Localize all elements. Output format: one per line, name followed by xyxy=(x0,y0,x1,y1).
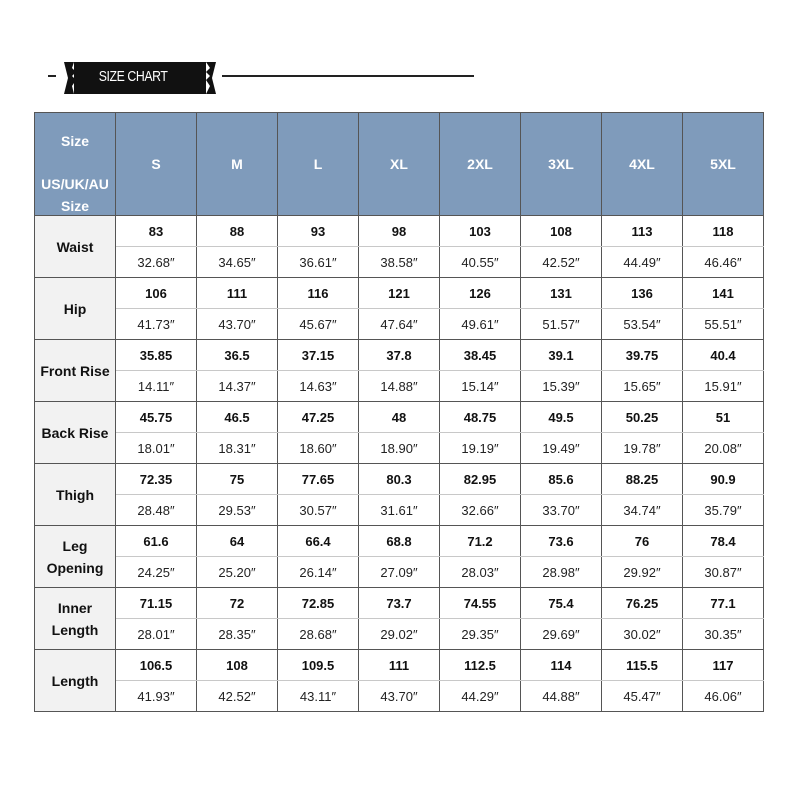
inch-value-cell: 42.52″ xyxy=(521,247,602,278)
inch-value-cell: 47.64″ xyxy=(359,309,440,340)
measurement-row-inch xyxy=(35,495,764,526)
inch-value-cell: 18.01″ xyxy=(116,433,197,464)
measurement-label-line: Hip xyxy=(63,300,87,317)
cm-value-cell: 38.45 xyxy=(440,340,521,371)
cm-value-cell: 115.5 xyxy=(602,650,683,681)
size-header: XL xyxy=(359,113,440,216)
cm-value-cell: 40.4 xyxy=(683,340,764,371)
cm-value-cell: 93 xyxy=(278,216,359,247)
size-header: 5XL xyxy=(683,113,764,216)
inch-value-cell: 14.37″ xyxy=(197,371,278,402)
corner-region-line1: US/UK/AU xyxy=(41,176,109,192)
cm-value-cell: 75 xyxy=(197,464,278,495)
measurement-label xyxy=(35,526,116,588)
cm-value-cell: 113 xyxy=(602,216,683,247)
cm-value-cell: 109.5 xyxy=(278,650,359,681)
measurement-row-inch xyxy=(35,309,764,340)
measurement-label xyxy=(35,278,116,340)
size-header: 3XL xyxy=(521,113,602,216)
cm-value-cell: 74.55 xyxy=(440,588,521,619)
inch-value-cell: 35.79″ xyxy=(683,495,764,526)
cm-value-cell: 83 xyxy=(116,216,197,247)
inch-value-cell: 43.70″ xyxy=(359,681,440,712)
cm-value-cell: 46.5 xyxy=(197,402,278,433)
inch-value-cell: 33.70″ xyxy=(521,495,602,526)
cm-value-cell: 36.5 xyxy=(197,340,278,371)
inch-value-cell: 30.87″ xyxy=(683,557,764,588)
cm-value-cell: 131 xyxy=(521,278,602,309)
inch-value-cell: 45.67″ xyxy=(278,309,359,340)
cm-value-cell: 75.4 xyxy=(521,588,602,619)
cm-value-cell: 68.8 xyxy=(359,526,440,557)
inch-value-cell: 41.93″ xyxy=(116,681,197,712)
inch-value-cell: 30.57″ xyxy=(278,495,359,526)
inch-value-cell: 29.35″ xyxy=(440,619,521,650)
measurement-row-inch xyxy=(35,557,764,588)
measurement-label-line: Front Rise xyxy=(40,362,110,379)
measurement-label xyxy=(35,402,116,464)
measurement-row-back-rise xyxy=(35,402,764,433)
cm-value-cell: 73.6 xyxy=(521,526,602,557)
cm-value-cell: 141 xyxy=(683,278,764,309)
inch-value-cell: 49.61″ xyxy=(440,309,521,340)
inch-value-cell: 32.68″ xyxy=(116,247,197,278)
inch-value-cell: 38.58″ xyxy=(359,247,440,278)
cm-value-cell: 73.7 xyxy=(359,588,440,619)
measurement-label-line: Length xyxy=(51,672,99,689)
cm-value-cell: 49.5 xyxy=(521,402,602,433)
cm-value-cell: 121 xyxy=(359,278,440,309)
measurement-row-thigh xyxy=(35,464,764,495)
measurement-label xyxy=(35,650,116,712)
cm-value-cell: 88.25 xyxy=(602,464,683,495)
cm-value-cell: 35.85 xyxy=(116,340,197,371)
cm-value-cell: 64 xyxy=(197,526,278,557)
measurement-row-waist xyxy=(35,216,764,247)
measurement-label-line: Leg xyxy=(62,537,88,554)
measurement-label-line: Length xyxy=(51,621,99,638)
cm-value-cell: 37.15 xyxy=(278,340,359,371)
inch-value-cell: 29.53″ xyxy=(197,495,278,526)
cm-value-cell: 72.85 xyxy=(278,588,359,619)
measurement-label-line: Opening xyxy=(46,559,104,576)
inch-value-cell: 28.35″ xyxy=(197,619,278,650)
inch-value-cell: 44.88″ xyxy=(521,681,602,712)
inch-value-cell: 14.63″ xyxy=(278,371,359,402)
banner-title: SIZE CHART xyxy=(98,68,168,85)
banner-rule xyxy=(222,75,474,77)
inch-value-cell: 44.29″ xyxy=(440,681,521,712)
cm-value-cell: 77.65 xyxy=(278,464,359,495)
inch-value-cell: 18.90″ xyxy=(359,433,440,464)
inch-value-cell: 28.03″ xyxy=(440,557,521,588)
size-header: 4XL xyxy=(602,113,683,216)
inch-value-cell: 36.61″ xyxy=(278,247,359,278)
measurement-row-length xyxy=(35,650,764,681)
size-header: M xyxy=(197,113,278,216)
inch-value-cell: 34.65″ xyxy=(197,247,278,278)
measurement-label-line: Inner xyxy=(57,599,93,616)
inch-value-cell: 15.91″ xyxy=(683,371,764,402)
cm-value-cell: 47.25 xyxy=(278,402,359,433)
inch-value-cell: 24.25″ xyxy=(116,557,197,588)
measurement-row-inch xyxy=(35,619,764,650)
inch-value-cell: 34.74″ xyxy=(602,495,683,526)
inch-value-cell: 19.49″ xyxy=(521,433,602,464)
cm-value-cell: 72 xyxy=(197,588,278,619)
measurement-rows xyxy=(35,216,764,712)
cm-value-cell: 71.15 xyxy=(116,588,197,619)
inch-value-cell: 43.11″ xyxy=(278,681,359,712)
measurement-label xyxy=(35,464,116,526)
cm-value-cell: 111 xyxy=(359,650,440,681)
banner-dash xyxy=(48,75,56,77)
inch-value-cell: 55.51″ xyxy=(683,309,764,340)
size-header: S xyxy=(116,113,197,216)
cm-value-cell: 112.5 xyxy=(440,650,521,681)
corner-size-label: Size xyxy=(60,133,89,149)
inch-value-cell: 41.73″ xyxy=(116,309,197,340)
inch-value-cell: 15.14″ xyxy=(440,371,521,402)
cm-value-cell: 106 xyxy=(116,278,197,309)
cm-value-cell: 66.4 xyxy=(278,526,359,557)
inch-value-cell: 27.09″ xyxy=(359,557,440,588)
cm-value-cell: 50.25 xyxy=(602,402,683,433)
cm-value-cell: 90.9 xyxy=(683,464,764,495)
cm-value-cell: 82.95 xyxy=(440,464,521,495)
inch-value-cell: 28.68″ xyxy=(278,619,359,650)
cm-value-cell: 77.1 xyxy=(683,588,764,619)
size-corner-cell xyxy=(35,113,116,216)
cm-value-cell: 72.35 xyxy=(116,464,197,495)
measurement-label xyxy=(35,340,116,402)
measurement-row-leg-opening xyxy=(35,526,764,557)
measurement-label xyxy=(35,216,116,278)
cm-value-cell: 78.4 xyxy=(683,526,764,557)
cm-value-cell: 85.6 xyxy=(521,464,602,495)
cm-value-cell: 80.3 xyxy=(359,464,440,495)
cm-value-cell: 111 xyxy=(197,278,278,309)
inch-value-cell: 18.60″ xyxy=(278,433,359,464)
cm-value-cell: 106.5 xyxy=(116,650,197,681)
header-row xyxy=(35,113,764,216)
cm-value-cell: 76.25 xyxy=(602,588,683,619)
inch-value-cell: 19.78″ xyxy=(602,433,683,464)
cm-value-cell: 103 xyxy=(440,216,521,247)
size-chart-banner xyxy=(40,60,480,96)
cm-value-cell: 88 xyxy=(197,216,278,247)
measurement-row-inch xyxy=(35,371,764,402)
inch-value-cell: 15.39″ xyxy=(521,371,602,402)
measurement-row-inch xyxy=(35,681,764,712)
cm-value-cell: 45.75 xyxy=(116,402,197,433)
inch-value-cell: 29.92″ xyxy=(602,557,683,588)
cm-value-cell: 48 xyxy=(359,402,440,433)
corner-region-label xyxy=(35,173,115,217)
cm-value-cell: 98 xyxy=(359,216,440,247)
measurement-row-inch xyxy=(35,433,764,464)
inch-value-cell: 32.66″ xyxy=(440,495,521,526)
cm-value-cell: 37.8 xyxy=(359,340,440,371)
inch-value-cell: 28.01″ xyxy=(116,619,197,650)
inch-value-cell: 43.70″ xyxy=(197,309,278,340)
inch-value-cell: 28.98″ xyxy=(521,557,602,588)
cm-value-cell: 76 xyxy=(602,526,683,557)
inch-value-cell: 18.31″ xyxy=(197,433,278,464)
inch-value-cell: 15.65″ xyxy=(602,371,683,402)
measurement-row-front-rise xyxy=(35,340,764,371)
cm-value-cell: 108 xyxy=(197,650,278,681)
cm-value-cell: 126 xyxy=(440,278,521,309)
cm-value-cell: 108 xyxy=(521,216,602,247)
corner-region-line2: Size xyxy=(60,198,89,214)
inch-value-cell: 26.14″ xyxy=(278,557,359,588)
inch-value-cell: 30.02″ xyxy=(602,619,683,650)
inch-value-cell: 40.55″ xyxy=(440,247,521,278)
inch-value-cell: 29.02″ xyxy=(359,619,440,650)
measurement-row-inner-length xyxy=(35,588,764,619)
inch-value-cell: 14.88″ xyxy=(359,371,440,402)
measurement-label-line: Thigh xyxy=(55,486,95,503)
size-header: L xyxy=(278,113,359,216)
size-chart-table xyxy=(34,112,764,712)
measurement-label-line: Waist xyxy=(56,238,94,255)
inch-value-cell: 29.69″ xyxy=(521,619,602,650)
cm-value-cell: 114 xyxy=(521,650,602,681)
size-header: 2XL xyxy=(440,113,521,216)
inch-value-cell: 20.08″ xyxy=(683,433,764,464)
cm-value-cell: 117 xyxy=(683,650,764,681)
cm-value-cell: 48.75 xyxy=(440,402,521,433)
measurement-row-hip xyxy=(35,278,764,309)
inch-value-cell: 44.49″ xyxy=(602,247,683,278)
cm-value-cell: 61.6 xyxy=(116,526,197,557)
cm-value-cell: 51 xyxy=(683,402,764,433)
cm-value-cell: 39.1 xyxy=(521,340,602,371)
inch-value-cell: 28.48″ xyxy=(116,495,197,526)
inch-value-cell: 51.57″ xyxy=(521,309,602,340)
inch-value-cell: 14.11″ xyxy=(116,371,197,402)
inch-value-cell: 53.54″ xyxy=(602,309,683,340)
inch-value-cell: 46.46″ xyxy=(683,247,764,278)
measurement-row-inch xyxy=(35,247,764,278)
cm-value-cell: 39.75 xyxy=(602,340,683,371)
inch-value-cell: 46.06″ xyxy=(683,681,764,712)
cm-value-cell: 71.2 xyxy=(440,526,521,557)
inch-value-cell: 30.35″ xyxy=(683,619,764,650)
cm-value-cell: 136 xyxy=(602,278,683,309)
cm-value-cell: 118 xyxy=(683,216,764,247)
measurement-label xyxy=(35,588,116,650)
cm-value-cell: 116 xyxy=(278,278,359,309)
inch-value-cell: 42.52″ xyxy=(197,681,278,712)
measurement-label-line: Back Rise xyxy=(41,424,109,441)
inch-value-cell: 31.61″ xyxy=(359,495,440,526)
inch-value-cell: 19.19″ xyxy=(440,433,521,464)
inch-value-cell: 45.47″ xyxy=(602,681,683,712)
inch-value-cell: 25.20″ xyxy=(197,557,278,588)
